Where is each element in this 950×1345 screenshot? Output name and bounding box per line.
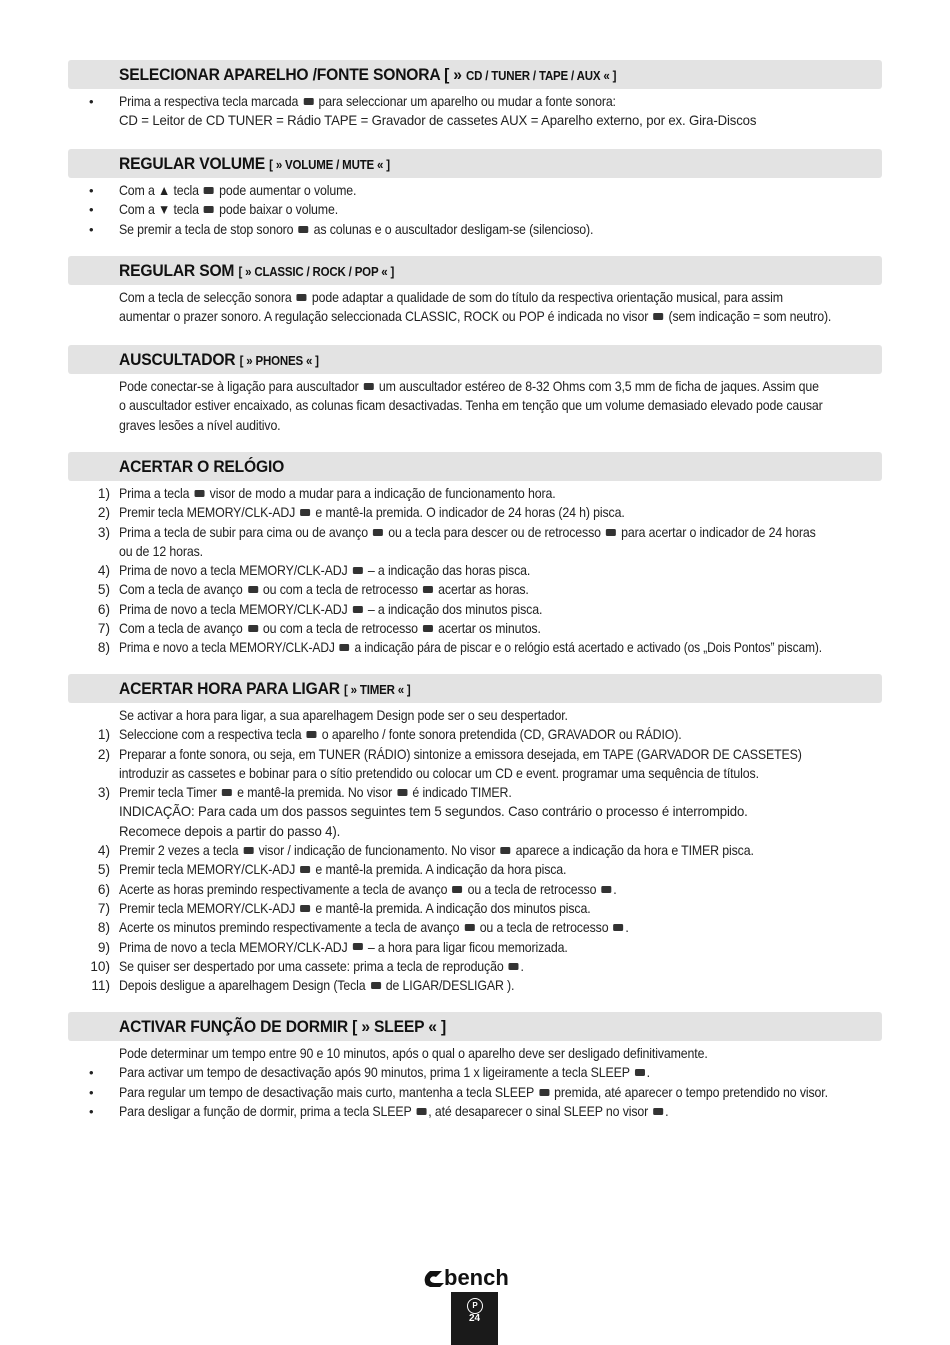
key-reference-icon [606,529,616,536]
section-title-sub: [ » PHONES « ] [239,354,319,368]
section-title-sub: CD / TUNER / TAPE / AUX « ] [465,69,617,83]
key-reference-icon [300,866,310,873]
line-text: Acerte as horas premindo respectivamente a tecla de avanço ou a tecla de retrocesso . [119,881,617,897]
line-text: Premir tecla MEMORY/CLK-ADJ e mantê-la premida. A indicação dos minutos pisca. [119,900,591,916]
key-reference-icon [371,982,381,989]
step-number: 1) [97,727,110,743]
key-reference-icon [353,567,363,574]
key-reference-icon [195,490,205,497]
bullet-marker: • [89,1065,94,1081]
text-line [68,111,882,130]
text-line [68,638,882,657]
line-text: Prima a tecla visor de modo a mudar para a indicação de funcionamento hora. [119,486,556,501]
line-text: Prima a respectiva tecla marcada para seleccionar um aparelho ou mudar a fonte sonora: [119,94,616,109]
key-reference-icon [204,206,214,213]
line-text: Prima a tecla de subir para cima ou de avanço ou a tecla para descer ou de retrocesso para acertar o indicador de 24 horas [119,524,816,540]
section-title-main: ACERTAR HORA PARA LIGAR [119,679,344,698]
section-header-bar [68,256,882,285]
text-line [68,783,882,802]
step-number: 4) [97,563,110,579]
section-body [68,1044,882,1121]
key-reference-icon [465,924,475,931]
step-number: 7) [97,900,110,916]
line-text: Acerte os minutos premindo respectivamente a tecla de avanço ou a tecla de retrocesso . [119,920,629,936]
line-text: Premir tecla MEMORY/CLK-ADJ e mantê-la premida. A indicação da hora pisca. [119,862,567,878]
key-reference-icon [300,905,310,912]
step-number: 2) [97,505,110,521]
line-text: CD = Leitor de CD TUNER = Rádio TAPE = Gravador de cassetes AUX = Aparelho externo, por ex. Gira-Discos [119,113,757,129]
step-number: 5) [97,862,110,878]
key-reference-icon [222,789,232,796]
bullet-marker: • [89,221,94,237]
section-body [68,92,882,131]
line-text: graves lesões a nível auditivo. [119,417,281,433]
section [68,60,882,131]
section-body [68,181,882,239]
key-reference-icon [243,847,253,854]
text-line [68,600,882,619]
section-title-main: SELECIONAR APARELHO /FONTE SONORA [ » [119,65,466,84]
line-text: Se quiser ser despertado por uma cassete: prima a tecla de reprodução . [119,958,524,974]
text-line [68,938,882,957]
line-text: aumentar o prazer sonoro. A regulação seleccionada CLASSIC, ROCK ou POP é indicada no visor (sem indicação = som neutro). [119,309,832,325]
step-number: 6) [97,601,110,617]
section-title-main: ACERTAR O RELÓGIO [119,457,285,476]
section-body [68,288,882,327]
section-title-main: REGULAR VOLUME [119,154,270,173]
bench-logo-icon [420,1263,530,1293]
line-text: Prima de novo a tecla MEMORY/CLK-ADJ – a indicação das horas pisca. [119,563,531,579]
line-text: Recomece depois a partir do passo 4). [119,823,341,839]
text-line [68,880,882,899]
line-text: Pode determinar um tempo entre 90 e 10 minutos, após o qual o aparelho deve ser desligado definitivamente. [119,1046,708,1061]
section [68,345,882,435]
text-line [68,484,882,503]
bench-logo [420,1263,530,1293]
text-line [68,542,882,561]
section-title-main: AUSCULTADOR [119,350,240,369]
section-body [68,377,882,435]
text-line [68,580,882,599]
text-line [68,377,882,396]
key-reference-icon [635,1069,645,1076]
section-header-bar [68,674,882,703]
step-number: 10) [90,958,110,974]
text-line [68,976,882,995]
text-line [68,706,882,725]
key-reference-icon [303,98,313,105]
step-number: 3) [97,785,110,801]
step-number: 7) [97,621,110,637]
key-reference-icon [500,847,510,854]
section [68,674,882,995]
section [68,452,882,658]
text-line [68,1083,882,1102]
section-title [119,457,284,477]
line-text: Prima de novo a tecla MEMORY/CLK-ADJ – a hora para ligar ficou memorizada. [119,939,568,955]
step-number: 2) [97,746,110,762]
line-text: Com a tecla de avanço ou com a tecla de retrocesso acertar as horas. [119,582,529,598]
text-line [68,92,882,111]
section [68,256,882,327]
key-reference-icon [204,187,214,194]
text-line [68,764,882,783]
section-header-bar [68,1012,882,1041]
key-reference-icon [452,886,462,893]
section-title-sub: [ » TIMER « ] [343,683,411,697]
page-number-tab [451,1292,498,1345]
text-line [68,523,882,542]
key-reference-icon [397,789,407,796]
key-reference-icon [364,383,374,390]
text-line [68,416,882,435]
text-line [68,503,882,522]
section-header-bar [68,60,882,89]
text-line [68,1063,882,1082]
section-title-sub: [ » CLASSIC / ROCK / POP « ] [238,265,395,279]
key-reference-icon [653,1108,663,1115]
text-line [68,396,882,415]
line-text: Premir 2 vezes a tecla visor / indicação de funcionamento. No visor aparece a indicação da hora e TIMER pisca. [119,843,754,859]
text-line [68,181,882,200]
language-badge: P [467,1298,483,1314]
line-text: Com a tecla de avanço ou com a tecla de retrocesso acertar os minutos. [119,621,541,637]
section-title [119,154,390,174]
line-text: Para desligar a função de dormir, prima a tecla SLEEP , até desaparecer o sinal SLEEP no visor . [119,1103,669,1119]
text-line [68,619,882,638]
section-title [119,261,394,281]
text-line [68,307,882,326]
section-body [68,484,882,658]
bullet-marker: • [89,202,94,218]
key-reference-icon [539,1089,549,1096]
section-title [119,65,616,85]
line-text: Prima de novo a tecla MEMORY/CLK-ADJ – a indicação dos minutos pisca. [119,601,543,617]
key-reference-icon [509,963,519,970]
text-line [68,802,882,821]
bullet-marker: • [89,1084,94,1100]
section-title [119,1017,446,1037]
text-line [68,200,882,219]
step-number: 1) [97,486,110,501]
step-number: 3) [97,524,110,540]
key-reference-icon [248,625,258,632]
line-text: Seleccione com a respectiva tecla o aparelho / fonte sonora pretendida (CD, GRAVADOR ou RÁDIO). [119,727,682,743]
line-text: Se activar a hora para ligar, a sua aparelhagem Design pode ser o seu despertador. [119,708,568,723]
step-number: 4) [97,843,110,859]
bullet-marker: • [89,183,94,198]
line-text: Para regular um tempo de desactivação mais curto, mantenha a tecla SLEEP premida, até aparecer o tempo pretendido no visor. [119,1084,828,1100]
text-line [68,561,882,580]
page-number: 24 [468,1313,481,1324]
line-text: Depois desligue a aparelhagem Design (Tecla de LIGAR/DESLIGAR ). [119,978,515,994]
line-text: Com a tecla de selecção sonora pode adaptar a qualidade de som do título da respectiva orientação musical, para assim [119,290,783,305]
section-title [119,679,411,699]
step-number: 9) [97,939,110,955]
section [68,1012,882,1121]
text-line [68,1044,882,1063]
key-reference-icon [353,606,363,613]
text-line [68,220,882,239]
section-header-bar [68,149,882,178]
section [68,149,882,239]
key-reference-icon [307,731,317,738]
section-title-main: REGULAR SOM [119,261,239,280]
section-title-sub: [ » VOLUME / MUTE « ] [269,158,390,172]
line-text: ou de 12 horas. [119,543,203,559]
text-line [68,860,882,879]
section-title-main: ACTIVAR FUNÇÃO DE DORMIR [ » SLEEP « ] [119,1017,446,1036]
text-line [68,899,882,918]
step-number: 8) [97,920,110,936]
key-reference-icon [423,625,433,632]
line-text: Pode conectar-se à ligação para auscultador um auscultador estéreo de 8-32 Ohms com 3,5 mm de ficha de jaques. Assim que [119,379,819,394]
section-title [119,350,319,370]
step-number: 8) [97,640,110,656]
step-number: 5) [97,582,110,598]
key-reference-icon [614,924,624,931]
line-text: Premir tecla Timer e mantê-la premida. No visor é indicado TIMER. [119,785,512,801]
text-line [68,841,882,860]
key-reference-icon [248,586,258,593]
step-number: 6) [97,881,110,897]
text-line [68,288,882,307]
text-line [68,918,882,937]
key-reference-icon [340,644,350,651]
line-text: introduzir as cassetes e bobinar para o sítio pretendido ou colocar um CD e event. programar uma sequência de títulos. [119,765,759,781]
key-reference-icon [653,313,663,320]
text-line [68,745,882,764]
text-line [68,822,882,841]
line-text: Com a ▼ tecla pode baixar o volume. [119,202,339,218]
line-text: Com a ▲ tecla pode aumentar o volume. [119,183,357,198]
section-header-bar [68,452,882,481]
key-reference-icon [601,886,611,893]
line-text: Para activar um tempo de desactivação após 90 minutos, prima 1 x ligeiramente a tecla SLEEP . [119,1065,650,1081]
line-text: INDICAÇÃO: Para cada um dos passos seguintes tem 5 segundos. Caso contrário o processo é interrompido. [119,804,748,820]
text-line [68,957,882,976]
key-reference-icon [300,509,310,516]
text-line [68,1102,882,1121]
bullet-marker: • [89,94,94,109]
bullet-marker: • [89,1103,94,1119]
line-text: Premir tecla MEMORY/CLK-ADJ e mantê-la premida. O indicador de 24 horas (24 h) pisca. [119,505,625,521]
key-reference-icon [416,1108,426,1115]
line-text: Preparar a fonte sonora, ou seja, em TUNER (RÁDIO) sintonize a emissora desejada, em TAPE (GARVADOR DE CASSETES) [119,746,802,762]
text-line [68,725,882,744]
key-reference-icon [423,586,433,593]
section-header-bar [68,345,882,374]
key-reference-icon [297,294,307,301]
key-reference-icon [299,226,309,233]
key-reference-icon [353,943,363,950]
bench-logo-text: bench [444,1265,509,1290]
step-number: 11) [91,978,110,994]
line-text: o auscultador estiver encaixado, as colunas ficam desactivadas. Tenha em tenção que um volume demasiado elevado pode causar [119,398,823,414]
line-text: Prima e novo a tecla MEMORY/CLK-ADJ a indicação pára de piscar e o relógio está acertado e activado (os „Dois Pontos” piscam). [119,640,822,656]
line-text: Se premir a tecla de stop sonoro as colunas e o auscultador desligam-se (silencioso). [119,221,594,237]
key-reference-icon [373,529,383,536]
section-body [68,706,882,995]
